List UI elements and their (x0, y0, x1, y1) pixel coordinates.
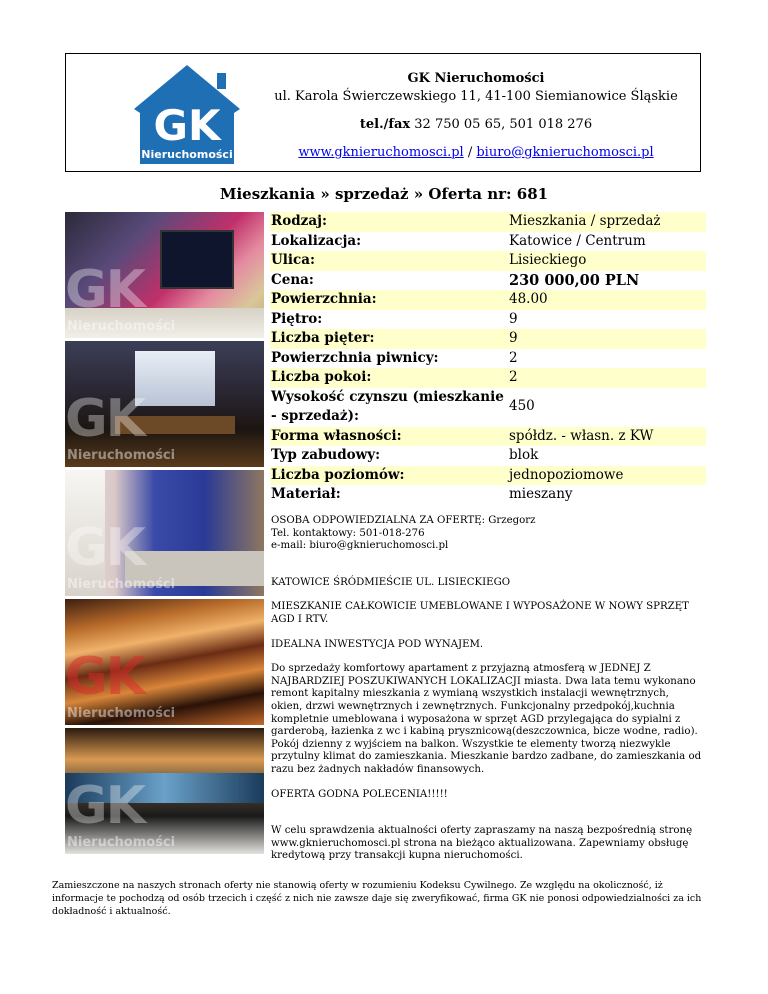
detail-label: Wysokość czynszu (mieszkanie - sprzedaż): (271, 388, 504, 424)
offer-details-table (270, 212, 706, 505)
detail-row (270, 232, 706, 252)
detail-row (270, 446, 706, 466)
detail-row (270, 329, 706, 349)
detail-value: 48.00 (508, 290, 706, 310)
detail-value: 9 (508, 329, 706, 349)
detail-value: blok (509, 447, 539, 463)
detail-value: 230 000,00 PLN (509, 271, 640, 289)
detail-value: 2 (508, 368, 706, 388)
photo-gallery (65, 212, 264, 857)
detail-row (270, 212, 706, 232)
detail-row (270, 251, 706, 271)
agency-header (65, 53, 701, 172)
agency-logo (134, 65, 240, 164)
detail-row (270, 271, 706, 291)
description-closing: W celu sprawdzenia aktualności oferty zapraszamy na naszą bezpośrednią stronę www.gknieruchomosci.pl strona na bieżąco aktualizowana. Zapewniamy obsługę kredytową przy transakcji kupna nieruchomości. (271, 825, 693, 862)
detail-value: Lisieckiego (508, 251, 706, 271)
detail-label: Materiał: (271, 486, 341, 502)
website-link[interactable]: www.gknieruchomosci.pl (298, 145, 464, 160)
detail-value: mieszany (509, 486, 573, 502)
svg-text:Nieruchomości: Nieruchomości (141, 148, 233, 161)
photo-dining-room[interactable]: GK Nieruchomości (65, 341, 264, 467)
detail-value: jednopoziomowe (508, 466, 706, 486)
detail-label: Piętro: (271, 310, 323, 327)
detail-label: Ulica: (270, 251, 508, 271)
description-body: Do sprzedaży komfortowy apartament z przyjazną atmosferą w JEDNEJ Z NAJBARDZIEJ POSZUKIWANYCH LOKALIZACJI miasta. Dwa lata temu wykonano remont kapitalny mieszkania z wymianą wszystkich instalacji wewnętrznych, okien, drzwi wewnętrznych i zewnętrznych. Funkcjonalny przedpokój,kuchnia kompletnie umeblowana i wyposażona w sprzęt AGD przylegająca do sypialni z garderobą, łazienka z wc i kabiną prysznicową(deszczownica, bicze wodne, radio). Pokój dzienny z wyjściem na balkon. Wszystkie te elementy tworzą niezwykle przytulny klimat do zamieszkania. Mieszkanie bardzo zadbane, do zamieszkania od razu bez żadnych nakładów finansowych. (271, 663, 702, 775)
detail-label: Cena: (271, 271, 314, 288)
detail-label: Powierzchnia piwnicy: (271, 349, 439, 366)
description-investment: IDEALNA INWESTYCJA POD WYNAJEM. (271, 638, 484, 650)
photo-bedroom[interactable]: GK Nieruchomości (65, 470, 264, 596)
detail-row (270, 349, 706, 369)
detail-row (270, 290, 706, 310)
contact-email: e-mail: biuro@gknieruchomosci.pl (271, 540, 449, 552)
contact-info (271, 515, 703, 553)
detail-label: Typ zabudowy: (271, 447, 381, 463)
description-recommend: OFERTA GODNA POLECENIA!!!!! (271, 788, 448, 800)
detail-value: Katowice / Centrum (509, 232, 646, 249)
detail-row (270, 466, 706, 486)
detail-row (270, 310, 706, 330)
email-link[interactable]: biuro@gknieruchomosci.pl (476, 145, 654, 160)
agency-name: GK Nieruchomości (407, 71, 545, 86)
detail-label: Forma własności: (270, 427, 508, 447)
offer-description (271, 515, 703, 875)
photo-living-room[interactable]: GK Nieruchomości (65, 212, 264, 338)
contact-person: OSOBA ODPOWIEDZIALNA ZA OFERTĘ: Grzegorz (271, 515, 536, 526)
detail-label: Liczba pięter: (270, 329, 508, 349)
detail-label: Lokalizacja: (271, 232, 362, 249)
detail-value: 2 (509, 349, 518, 366)
agency-phone: tel./fax 32 750 05 65, 501 018 276 (359, 117, 593, 132)
agency-address: ul. Karola Świerczewskiego 11, 41-100 Siemianowice Śląskie (274, 89, 678, 104)
description-location: KATOWICE ŚRÓDMIEŚCIE UL. LISIECKIEGO (271, 576, 511, 588)
detail-value: spółdz. - własn. z KW (508, 427, 706, 447)
detail-label: Liczba pokoi: (270, 368, 508, 388)
detail-value: Mieszkania / sprzedaż (508, 212, 706, 232)
detail-row (270, 427, 706, 447)
detail-value: 9 (509, 310, 518, 327)
detail-label: Powierzchnia: (270, 290, 508, 310)
photo-kitchen[interactable]: GK Nieruchomości (65, 728, 264, 854)
agency-links: www.gknieruchomosci.pl / biuro@gknieruchomosci.pl (298, 145, 654, 160)
detail-row (270, 388, 706, 427)
description-furnished: MIESZKANIE CAŁKOWICIE UMEBLOWANE I WYPOSAŻONE W NOWY SPRZĘT AGD I RTV. (271, 601, 689, 625)
offer-title: Mieszkania » sprzedaż » Oferta nr: 681 (219, 185, 549, 203)
detail-label: Liczba poziomów: (270, 466, 508, 486)
disclaimer-footer: Zamieszczone na naszych stronach oferty nie stanowią oferty w rozumieniu Kodeksu Cywilnego. Ze względu na okoliczność, iż informacje te pochodzą od osób trzecich i część z nich nie zawsze daje się zweryfikować, firma GK nie ponosi odpowiedzialności za ich dokładność i aktualność. (52, 880, 702, 917)
detail-label: Rodzaj: (270, 212, 508, 232)
detail-row (270, 368, 706, 388)
detail-value: 450 (509, 398, 535, 415)
photo-kitchen-wall[interactable]: GK Nieruchomości (65, 599, 264, 725)
detail-row (270, 485, 706, 505)
contact-phone: Tel. kontaktowy: 501-018-276 (271, 527, 425, 539)
svg-text:GK: GK (153, 101, 221, 150)
